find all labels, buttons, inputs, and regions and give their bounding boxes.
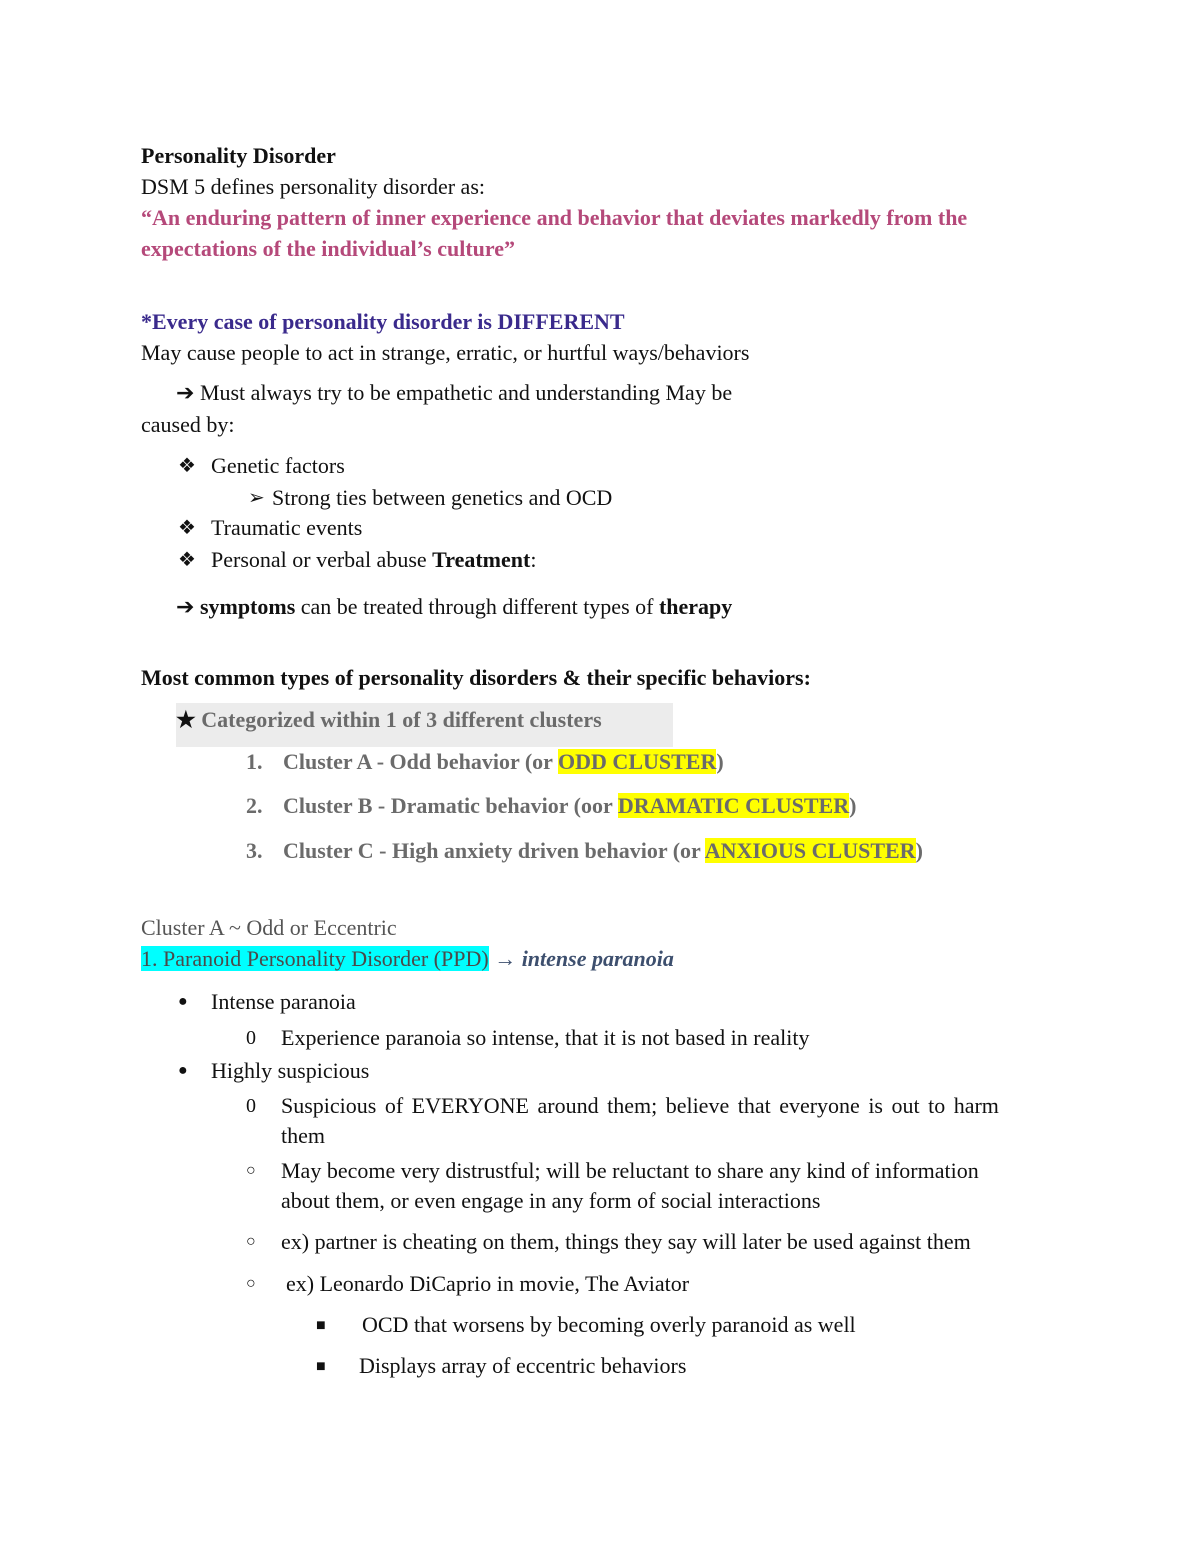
categorized-text: Categorized within 1 of 3 different clusters	[201, 707, 602, 732]
diamond-bullet-icon: ❖	[178, 517, 196, 539]
cluster-highlight: ANXIOUS CLUSTER	[704, 838, 916, 863]
categorized-line	[176, 706, 602, 734]
diamond-bullet-icon: ❖	[178, 455, 196, 477]
cluster-close: )	[716, 749, 724, 774]
symptoms-word: symptoms	[199, 594, 296, 619]
definition-quote-line2: expectations of the individual’s culture”	[141, 236, 516, 261]
cluster-close: )	[849, 793, 857, 818]
ppd-heading	[141, 945, 674, 973]
ppd-tagline: intense paranoia	[521, 946, 674, 971]
triangle-bullet-icon: ➢	[248, 487, 265, 509]
cluster-highlight: ODD CLUSTER	[558, 749, 717, 774]
detail-suspicious-sub-b: them	[281, 1123, 325, 1148]
may-cause-text: May cause people to act in strange, erratic, or hurtful ways/behaviors	[141, 340, 750, 365]
dot-bullet-icon: ●	[178, 1062, 188, 1079]
zero-bullet-icon: 0	[246, 1027, 256, 1049]
therapy-word: therapy	[658, 594, 733, 619]
cause-abuse-line	[211, 546, 536, 574]
ppd-arrow: →	[488, 946, 522, 971]
zero-bullet-icon: 0	[246, 1095, 256, 1117]
circle-bullet-icon: ○	[246, 1275, 256, 1292]
definition-quote-line1: “An enduring pattern of inner experience and behavior that deviates markedly from the	[141, 205, 968, 230]
cluster-item-2	[246, 792, 856, 820]
intro-text: DSM 5 defines personality disorder as:	[141, 174, 485, 199]
therapy-line	[176, 593, 732, 621]
cluster-close: )	[915, 838, 923, 863]
therapy-middle: can be treated through different types of	[295, 594, 659, 619]
cluster-text: Cluster A - Odd behavior (or	[283, 749, 559, 774]
cause-genetic: Genetic factors	[211, 453, 345, 478]
cluster-num: 3.	[246, 838, 263, 863]
square-bullet-icon: ■	[316, 1358, 326, 1375]
empathetic-text: Must always try to be empathetic and understanding May be	[199, 380, 733, 405]
detail-distrust-a: May become very distrustful; will be reluctant to share any kind of information	[281, 1158, 979, 1183]
circle-bullet-icon: ○	[246, 1233, 256, 1250]
dot-bullet-icon: ●	[178, 993, 188, 1010]
arrow-icon: ➔	[176, 380, 195, 405]
cluster-a-heading: Cluster A ~ Odd or Eccentric	[141, 915, 397, 940]
cause-traumatic: Traumatic events	[211, 515, 363, 540]
detail-intense: Intense paranoia	[211, 989, 356, 1014]
detail-suspicious: Highly suspicious	[211, 1058, 370, 1083]
detail-intense-sub: Experience paranoia so intense, that it is not based in reality	[281, 1025, 810, 1050]
square-bullet-icon: ■	[316, 1317, 326, 1334]
diamond-bullet-icon: ❖	[178, 549, 196, 571]
cluster-highlight: DRAMATIC CLUSTER	[617, 793, 850, 818]
common-types-heading: Most common types of personality disorders & their specific behaviors:	[141, 665, 811, 690]
cluster-text: Cluster B - Dramatic behavior (oor	[283, 793, 618, 818]
detail-array: Displays array of eccentric behaviors	[359, 1353, 687, 1378]
circle-bullet-icon: ○	[246, 1162, 256, 1179]
detail-distrust-b: about them, or even engage in any form of social interactions	[281, 1188, 821, 1213]
treatment-colon: :	[530, 547, 537, 572]
cluster-text: Cluster C - High anxiety driven behavior (or	[283, 838, 705, 863]
detail-ocd: OCD that worsens by becoming overly paranoid as well	[362, 1312, 856, 1337]
caused-by-text: caused by:	[141, 412, 235, 437]
page-title: Personality Disorder	[141, 143, 336, 168]
cluster-item-1	[246, 748, 724, 776]
treatment-label: Treatment	[432, 547, 531, 572]
star-icon: ★	[176, 707, 196, 732]
cluster-num: 1.	[246, 749, 263, 774]
cause-genetic-sub: Strong ties between genetics and OCD	[272, 485, 613, 510]
cluster-item-3	[246, 837, 923, 865]
ppd-label: 1. Paranoid Personality Disorder (PPD)	[141, 946, 489, 971]
detail-ex1: ex) partner is cheating on them, things they say will later be used against them	[281, 1229, 971, 1254]
every-case-note: *Every case of personality disorder is DIFFERENT	[141, 309, 625, 334]
cause-abuse: Personal or verbal abuse	[211, 547, 427, 572]
detail-suspicious-sub-a: Suspicious of EVERYONE around them; believe that everyone is out to harm	[281, 1093, 999, 1118]
arrow-icon: ➔	[176, 594, 195, 619]
detail-ex2: ex) Leonardo DiCaprio in movie, The Aviator	[286, 1271, 690, 1296]
empathetic-line	[176, 379, 732, 407]
cluster-num: 2.	[246, 793, 263, 818]
